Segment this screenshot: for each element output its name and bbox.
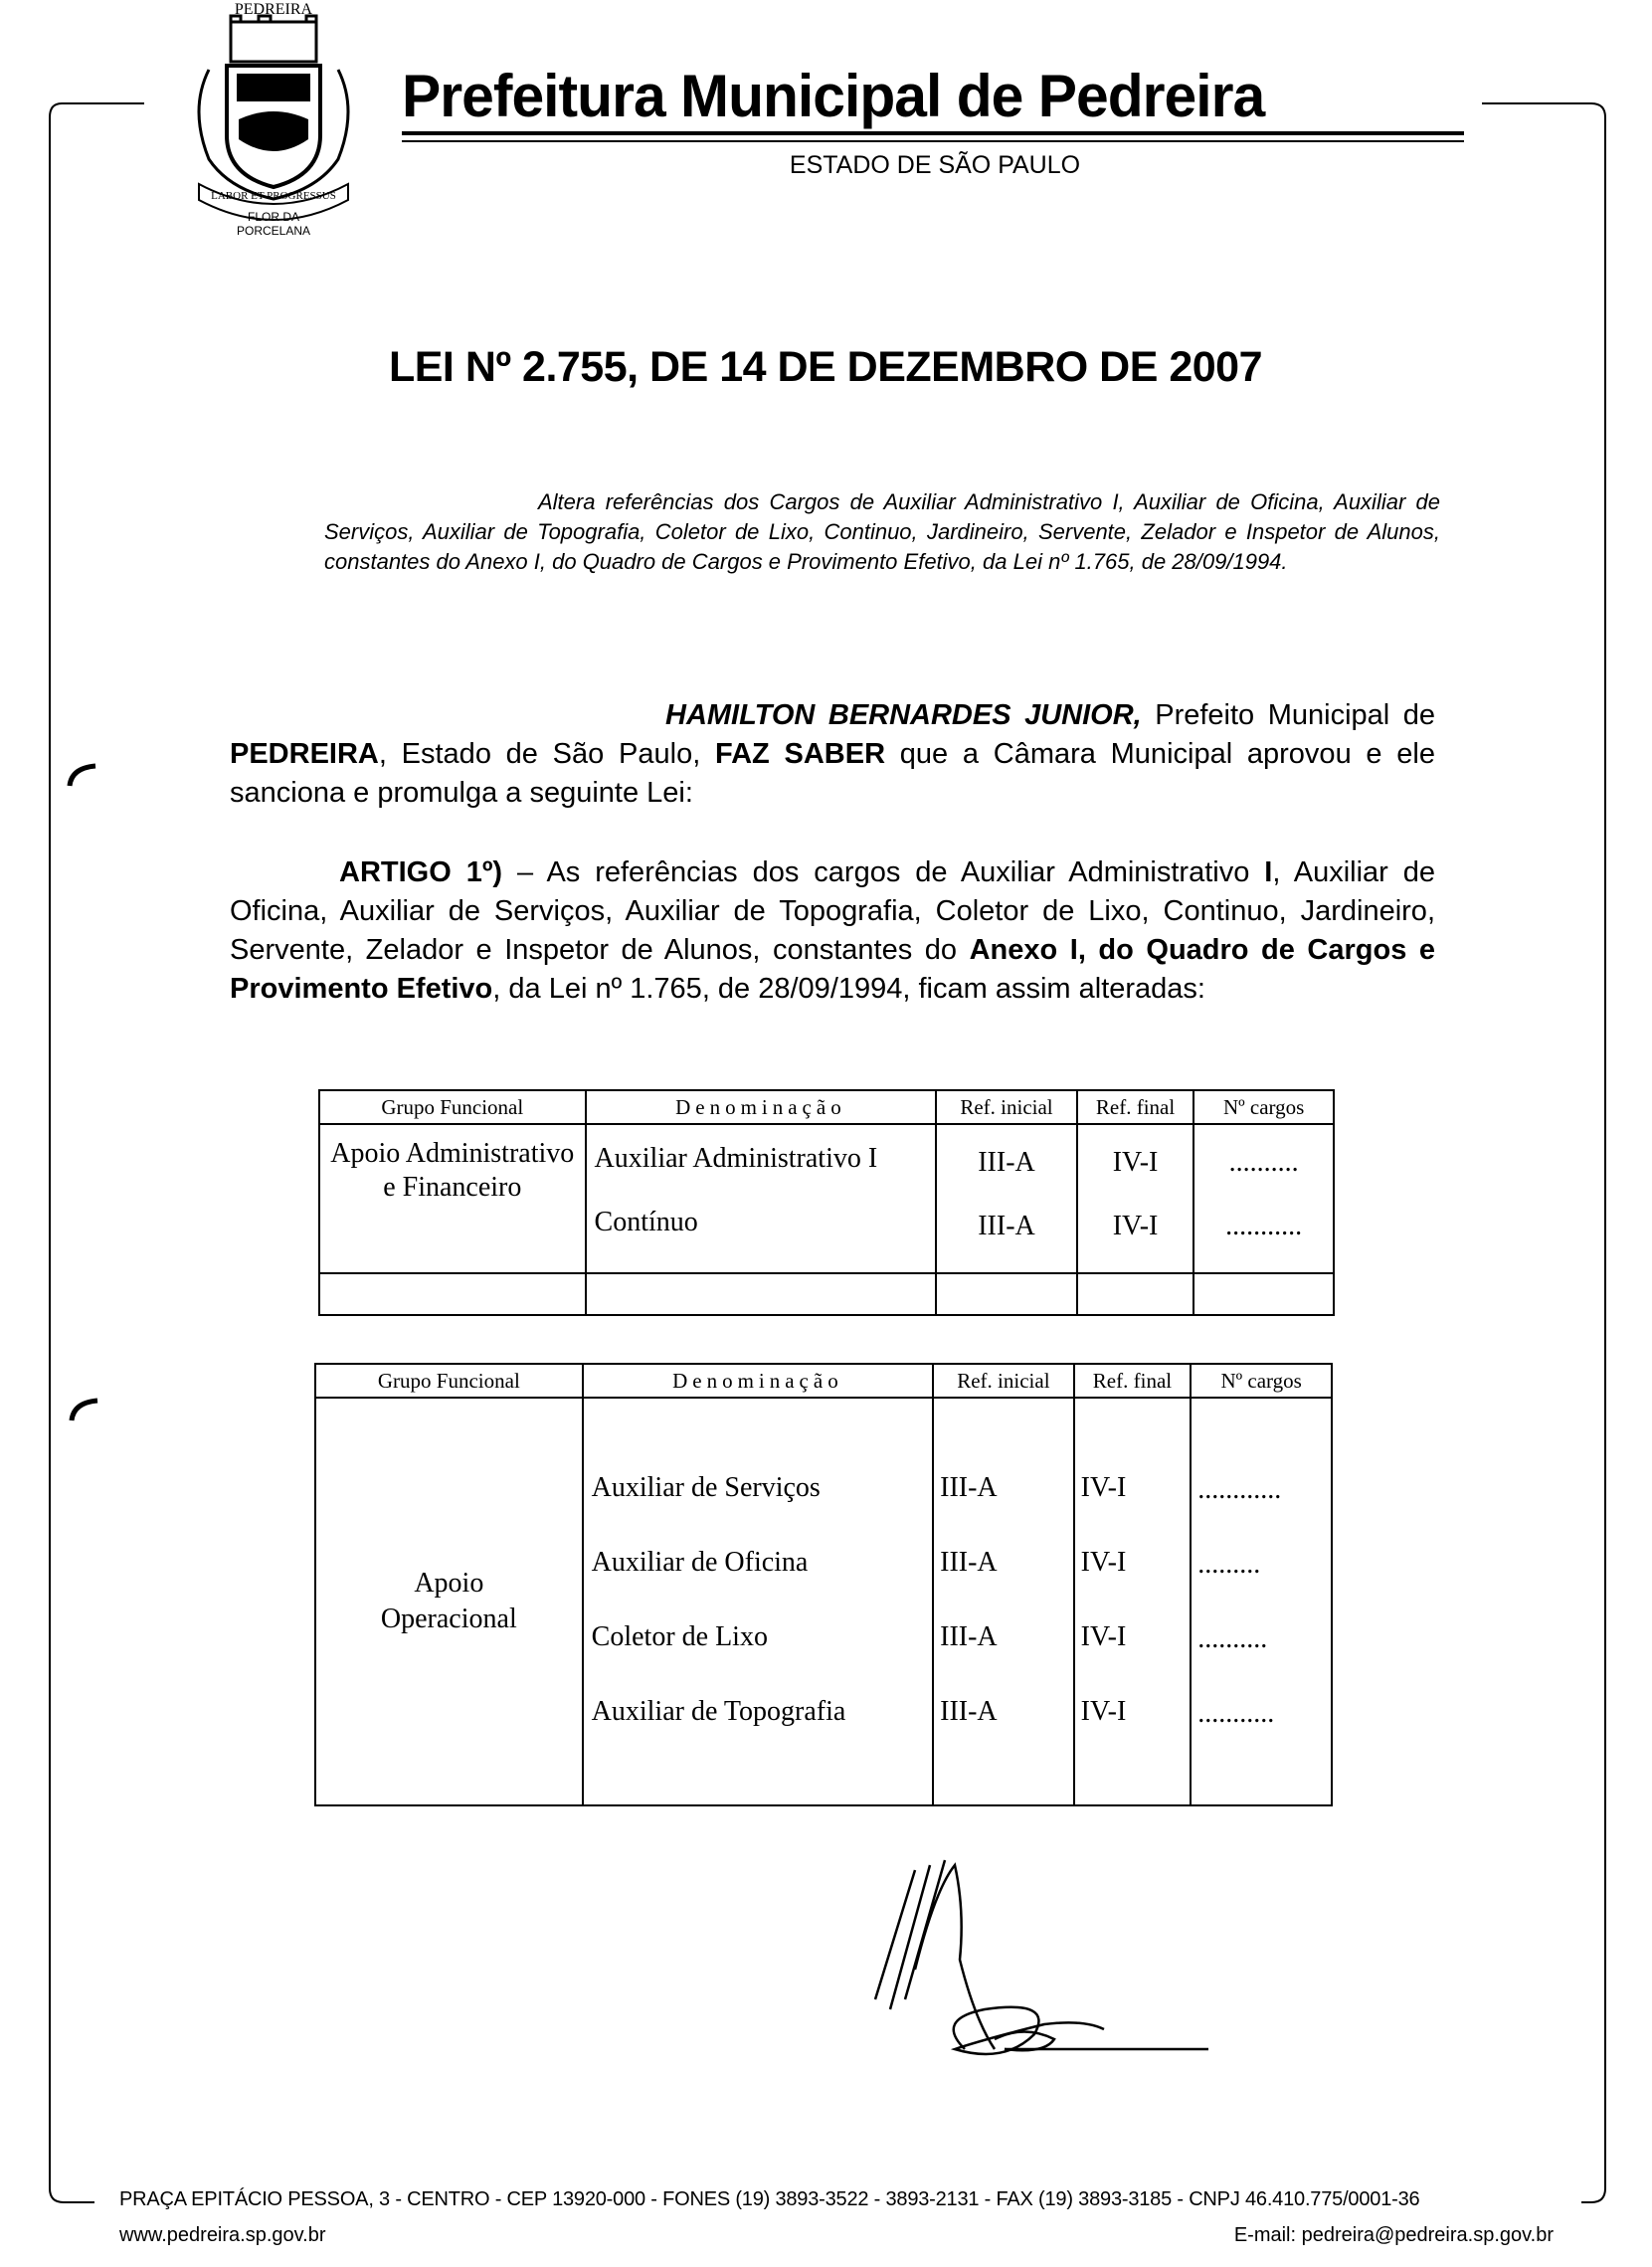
svg-text:PEDREIRA: PEDREIRA bbox=[234, 1, 313, 18]
count: ......... bbox=[1197, 1549, 1261, 1580]
table-row bbox=[315, 1398, 1332, 1805]
count-cell bbox=[1193, 1124, 1334, 1273]
header-ref-initial: Ref. inicial bbox=[933, 1364, 1074, 1398]
preamble-text: , Estado de São Paulo, bbox=[378, 738, 715, 770]
article-bold: I bbox=[1264, 856, 1273, 888]
group-cell: Apoio Administrativo e Financeiro bbox=[319, 1124, 586, 1273]
faz-saber: FAZ SABER bbox=[715, 738, 886, 770]
ref-initial-cell bbox=[933, 1398, 1074, 1805]
count: .......... bbox=[1197, 1623, 1268, 1654]
ref-initial: III-A bbox=[940, 1472, 998, 1503]
count: ........... bbox=[1225, 1211, 1303, 1241]
ref-initial: III-A bbox=[978, 1211, 1035, 1241]
table-header-row bbox=[315, 1364, 1332, 1398]
svg-text:FLOR DA: FLOR DA bbox=[247, 210, 300, 224]
denomination: Contínuo bbox=[594, 1207, 698, 1237]
article-bold: Anexo I, do Quadro de Cargos e Provimento Efetivo bbox=[230, 934, 1436, 1005]
denomination-cell bbox=[586, 1124, 937, 1273]
article-label: ARTIGO 1º) bbox=[339, 856, 503, 888]
ref-initial-cell bbox=[936, 1124, 1077, 1273]
denomination: Auxiliar Administrativo I bbox=[594, 1143, 878, 1174]
header-denomination: Denominação bbox=[583, 1364, 933, 1398]
header-group: Grupo Funcional bbox=[319, 1090, 586, 1124]
ref-final: IV-I bbox=[1112, 1147, 1159, 1178]
positions-table-administrative bbox=[318, 1089, 1335, 1316]
ref-final: IV-I bbox=[1080, 1696, 1127, 1727]
ref-final-cell bbox=[1074, 1398, 1192, 1805]
header-ref-final: Ref. final bbox=[1074, 1364, 1192, 1398]
municipal-coat-of-arms-logo bbox=[169, 0, 378, 239]
page-title: Prefeitura Municipal de Pedreira bbox=[402, 63, 1265, 129]
table-row bbox=[319, 1124, 1334, 1273]
title-rule-thin bbox=[402, 140, 1464, 142]
mayor-name: HAMILTON BERNARDES JUNIOR, bbox=[665, 699, 1142, 731]
preamble-paragraph bbox=[230, 696, 1435, 813]
denomination-cell bbox=[583, 1398, 933, 1805]
count: .......... bbox=[1228, 1147, 1299, 1178]
header-count: Nº cargos bbox=[1193, 1090, 1334, 1124]
count-cell bbox=[1191, 1398, 1332, 1805]
table-empty-row bbox=[319, 1273, 1334, 1315]
header-count: Nº cargos bbox=[1191, 1364, 1332, 1398]
svg-text:PORCELANA: PORCELANA bbox=[236, 224, 311, 238]
ref-initial: III-A bbox=[940, 1621, 998, 1652]
footer-website-link[interactable]: www.pedreira.sp.gov.br bbox=[119, 2224, 326, 2246]
header-denomination: Denominação bbox=[586, 1090, 937, 1124]
preamble-text: Prefeito Municipal de bbox=[1141, 699, 1435, 731]
denomination: Auxiliar de Serviços bbox=[591, 1472, 821, 1503]
positions-table-operational bbox=[314, 1363, 1333, 1806]
header-ref-final: Ref. final bbox=[1077, 1090, 1194, 1124]
title-rule bbox=[402, 131, 1464, 135]
ref-initial: III-A bbox=[978, 1147, 1035, 1178]
article-text: , Auxiliar de Oficina, Auxiliar de Serviços, Auxiliar de Topografia, Coletor de Lixo, Continuo, Jardineiro, Servente, Zelador e Inspetor de Alunos, constantes do bbox=[230, 856, 1435, 966]
state-subtitle: ESTADO DE SÃO PAULO bbox=[789, 151, 1081, 179]
footer-email-link[interactable]: E-mail: pedreira@pedreira.sp.gov.br bbox=[1233, 2224, 1554, 2246]
ref-initial: III-A bbox=[940, 1696, 998, 1727]
table-header-row bbox=[319, 1090, 1334, 1124]
ref-final: IV-I bbox=[1112, 1211, 1159, 1241]
footer-address: PRAÇA EPITÁCIO PESSOA, 3 - CENTRO - CEP 13920-000 - FONES (19) 3893-3522 - 3893-2131 - FAX (19) 3893-3185 - CNPJ 46.410.775/0001-36 bbox=[119, 2188, 1420, 2210]
ref-final-cell bbox=[1077, 1124, 1194, 1273]
svg-text:LABOR ET PROGRESSUS: LABOR ET PROGRESSUS bbox=[211, 190, 336, 202]
mayor-signature bbox=[855, 1850, 1213, 2079]
count: ........... bbox=[1197, 1698, 1275, 1729]
ref-final: IV-I bbox=[1080, 1621, 1127, 1652]
denomination: Auxiliar de Oficina bbox=[591, 1547, 809, 1578]
ref-initial: III-A bbox=[940, 1547, 998, 1578]
law-summary: Altera referências dos Cargos de Auxiliar Administrativo I, Auxiliar de Oficina, Auxiliar de Serviços, Auxiliar de Topografia, Coletor de Lixo, Continuo, Jardineiro, Servente, Zelador e Inspetor de Alunos, constantes do Anexo I, do Quadro de Cargos e Provimento Efetivo, da Lei nº 1.765, de 28/09/1994. bbox=[324, 489, 1440, 574]
ref-final: IV-I bbox=[1080, 1472, 1127, 1503]
denomination: Coletor de Lixo bbox=[591, 1621, 768, 1652]
city-name: PEDREIRA bbox=[230, 738, 379, 770]
denomination: Auxiliar de Topografia bbox=[591, 1696, 846, 1727]
article-text: – As referências dos cargos de Auxiliar Administrativo bbox=[502, 856, 1265, 888]
law-title: LEI Nº 2.755, DE 14 DE DEZEMBRO DE 2007 bbox=[388, 343, 1263, 391]
article-text: , da Lei nº 1.765, de 28/09/1994, ficam assim alteradas: bbox=[492, 973, 1205, 1005]
article-1-paragraph bbox=[230, 853, 1435, 1009]
header-ref-initial: Ref. inicial bbox=[936, 1090, 1077, 1124]
ref-final: IV-I bbox=[1080, 1547, 1127, 1578]
header-group: Grupo Funcional bbox=[315, 1364, 583, 1398]
group-cell: Apoio Operacional bbox=[315, 1398, 583, 1805]
count: ............ bbox=[1197, 1474, 1282, 1505]
preamble-text: que a Câmara Municipal aprovou e ele sanciona e promulga a seguinte Lei: bbox=[230, 738, 1436, 809]
